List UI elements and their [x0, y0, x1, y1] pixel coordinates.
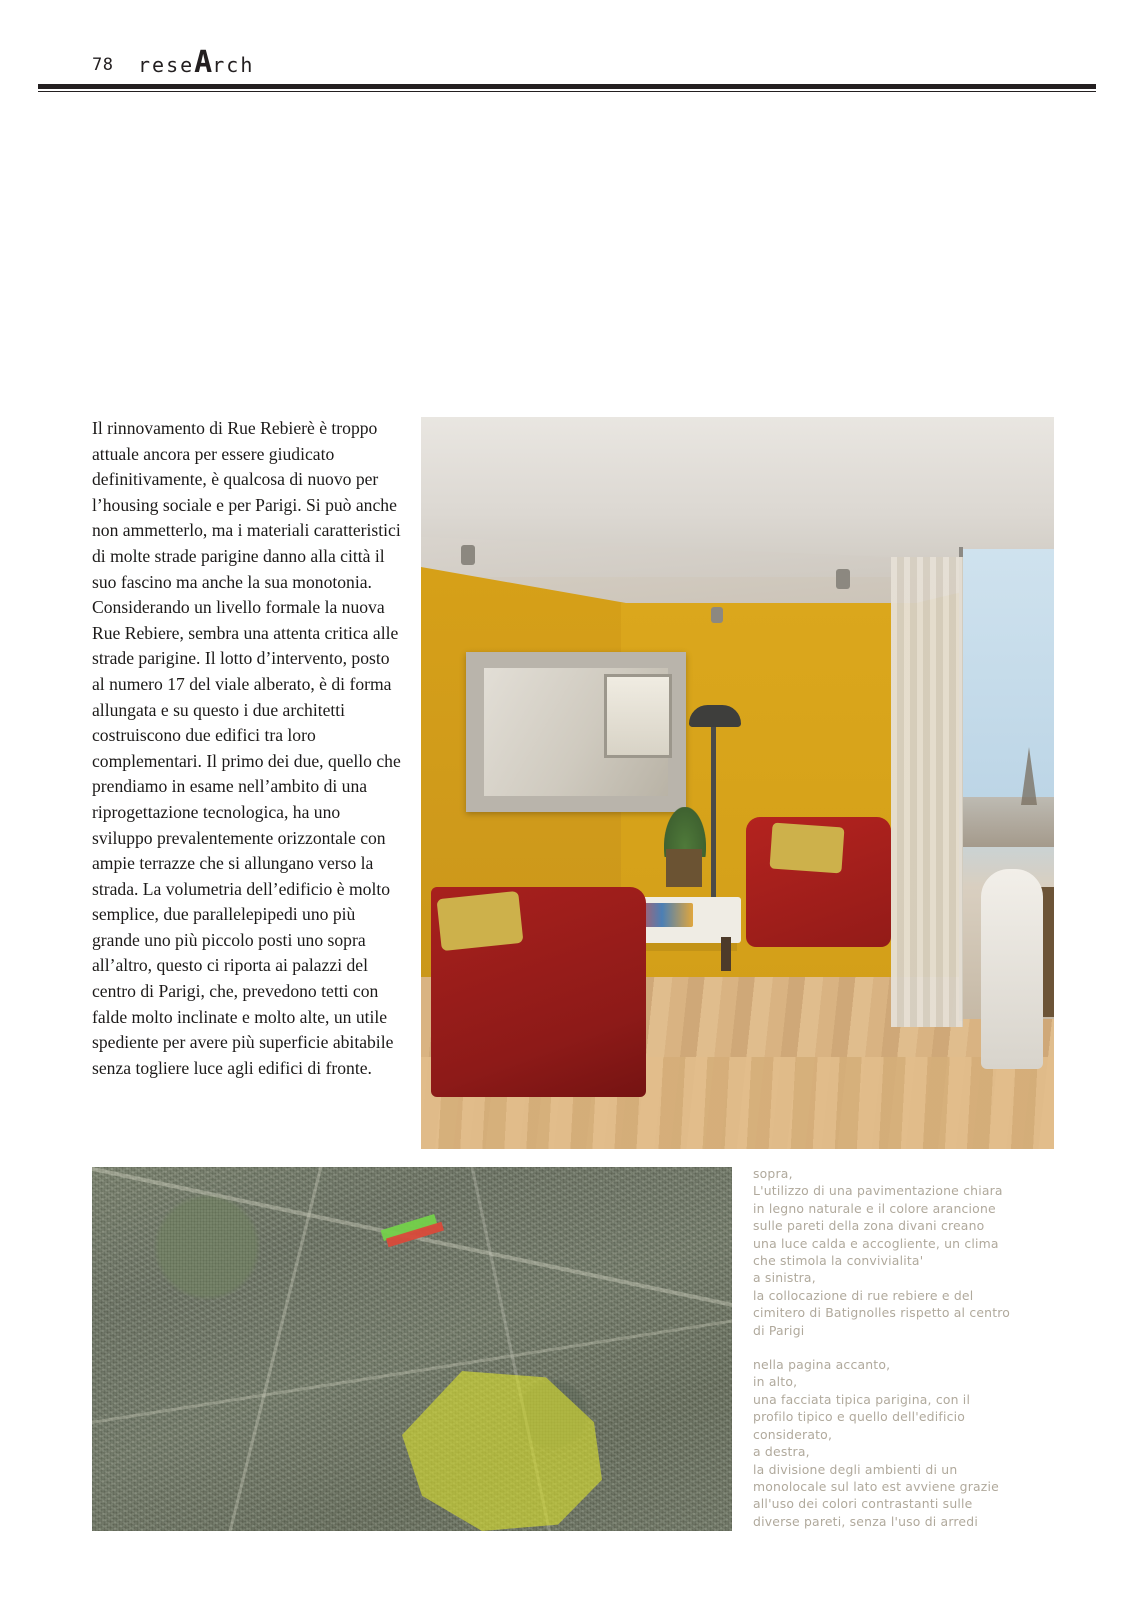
article-body-text: Il rinnovamento di Rue Rebierè è troppo attuale ancora per essere giudicato definitivamente, è qualcosa di nuovo per l’housing sociale e per Parigi. Si può anche non ammetterlo, ma i materiali caratteristici di molte strade parigine danno alla città il suo fascino ma anche la sua monotonia. Considerando un livello formale la nuova Rue Rebiere, sembra una attenta critica alle strade parigine. Il lotto d’intervento, posto al numero 17 del viale alberato, è di forma allungata e su questo i due architetti costruiscono due edifici tra loro complementari. Il primo dei due, quello che prendiamo in esame nell’ambito di una riprogettazione tecnologica, ha uno sviluppo prevalentemente orizzontale con ampie terrazze che si allungano verso la strada. La volumetria dell’edificio è molto semplice, due parallelepipedi uno più grande uno più piccolo posti uno sopra all’altro, questo ci riporta ai palazzi del centro di Parigi, che, prevedono tetti con falde molto inclinate e molto alte, un utile spediente per avere più superficie abitabile senza togliere luce agli edifici di fronte.	[92, 418, 401, 1078]
caption-line: in legno naturale e il colore arancione	[753, 1200, 996, 1216]
caption-line: sopra,	[753, 1166, 793, 1181]
render-mirror	[466, 652, 686, 812]
caption-line: monolocale sul lato est avviene grazie	[753, 1478, 999, 1494]
caption-line: cimitero di Batignolles rispetto al centro	[753, 1305, 1011, 1321]
caption-line: la collocazione di rue rebiere e del	[753, 1287, 974, 1303]
page-number: 78	[92, 55, 114, 75]
masthead-prefix: rese	[138, 53, 195, 77]
render-skyline	[961, 797, 1054, 847]
caption-line: di Parigi	[753, 1322, 805, 1338]
render-ceiling-spot	[461, 545, 475, 565]
caption-line: L'utilizzo di una pavimentazione chiara	[753, 1183, 1003, 1199]
render-coffee-table-leg	[721, 937, 731, 971]
caption-line: considerato,	[753, 1426, 833, 1442]
render-mirror-window-reflection	[604, 674, 672, 758]
caption-line: profilo tipico e quello dell'edificio	[753, 1409, 966, 1425]
caption-line: che stimola la convivialita'	[753, 1253, 924, 1269]
aerial-map-photo	[92, 1167, 732, 1531]
masthead-capital: A	[194, 45, 213, 80]
caption-line: a sinistra,	[753, 1270, 816, 1286]
eiffel-tower-icon	[1021, 747, 1037, 805]
caption-line: la divisione degli ambienti di un	[753, 1461, 958, 1477]
render-ceiling-spot	[711, 607, 723, 623]
caption-line: a destra,	[753, 1444, 810, 1460]
render-plant-pot	[666, 849, 702, 887]
render-ceiling-spot	[836, 569, 850, 589]
caption-line: in alto,	[753, 1374, 798, 1390]
caption-line: una facciata tipica parigina, con il	[753, 1391, 971, 1407]
masthead-suffix: rch	[212, 53, 255, 77]
render-dining-chair	[981, 869, 1043, 1069]
render-sofa-cushion	[437, 891, 524, 951]
caption-spacer	[753, 1339, 1063, 1356]
render-armchair-cushion	[769, 823, 844, 874]
caption-line: sulle pareti della zona divani creano	[753, 1218, 985, 1234]
page-header	[0, 0, 1134, 92]
masthead	[138, 45, 254, 80]
interior-render-photo	[421, 417, 1054, 1149]
caption-line: all'uso dei colori contrastanti sulle	[753, 1496, 973, 1512]
caption-column	[753, 1165, 1063, 1530]
render-curtain	[891, 557, 963, 1027]
header-rule-thin	[38, 91, 1096, 92]
header-rule-thick	[38, 84, 1096, 89]
caption-line: nella pagina accanto,	[753, 1357, 891, 1373]
caption-line: una luce calda e accogliente, un clima	[753, 1235, 999, 1251]
render-floor-lamp-shade	[689, 705, 741, 727]
caption-line: diverse pareti, senza l'uso di arredi	[753, 1513, 978, 1529]
